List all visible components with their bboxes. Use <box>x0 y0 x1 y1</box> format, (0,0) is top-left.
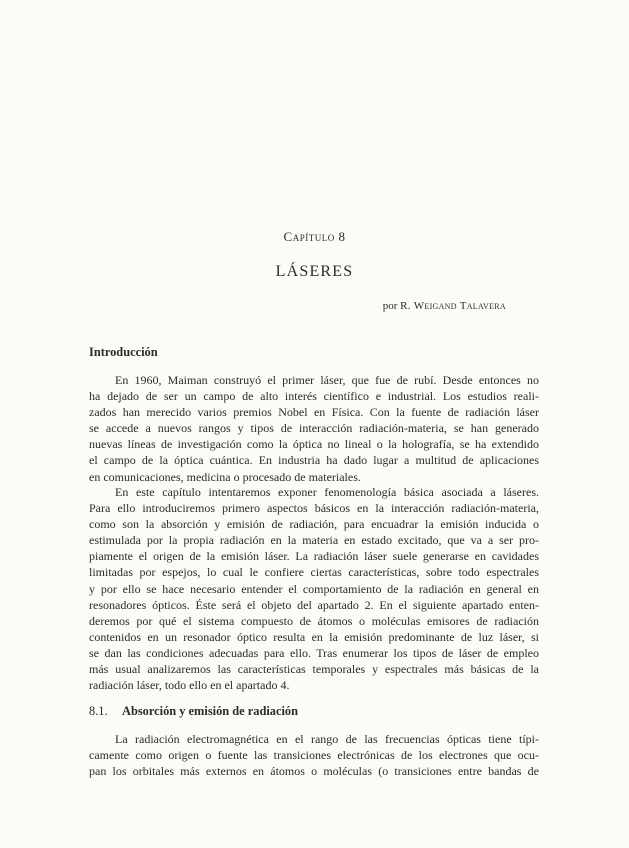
text-line: como son la absorción y emisión de radiación, para encuadrar la emisión inducida o <box>89 517 539 532</box>
section-title: Absorción y emisión de radiación <box>122 704 299 718</box>
section-paragraph-1 <box>89 731 539 779</box>
text-line: estimulada por la propia radiación en la materia en estado excitado, que va a ser pro- <box>89 533 539 548</box>
text-line: zados han merecido varios premios Nobel en Física. Con la fuente de radiación láser <box>89 405 539 420</box>
text-line: más usual analizaremos las características temporales y espectrales más básicas de la <box>89 662 539 677</box>
chapter-author <box>383 300 506 312</box>
text-line: pan los orbitales más externos en átomos o moléculas (o transiciones entre bandas de <box>89 764 539 779</box>
text-line: La radiación electromagnética en el rango de las frecuencias ópticas tiene típi- <box>115 732 539 746</box>
intro-paragraph-1 <box>89 372 539 485</box>
text-line: en comunicaciones, medicina o procesado de materiales. <box>89 469 361 484</box>
intro-paragraph-2 <box>89 484 539 693</box>
text-line: resonadores ópticos. Éste será el objeto del apartado 2. En el siguiente apartado enten- <box>89 597 539 612</box>
text-line: se accede a nuevos rangos y tipos de interacción radiación-materia, se han generado <box>89 421 539 436</box>
text-line: En este capítulo intentaremos exponer fenomenología básica asociada a láseres. <box>115 485 539 499</box>
text-line: deremos por qué el sistema compuesto de átomos o moléculas emisores de radiación <box>89 613 539 628</box>
text-line: Para ello introduciremos primero aspectos básicos en la interacción radiación-materia, <box>89 501 539 516</box>
intro-heading: Introducción <box>89 345 158 359</box>
text-line: se dan las condiciones adecuadas para ello. Tras enumerar los tipos de láser de empleo <box>89 645 539 660</box>
text-line: nuevas líneas de investigación como la óptica no lineal o la holografía, se ha extendido <box>89 437 539 452</box>
chapter-label: Capítulo 8 <box>283 229 346 244</box>
text-line: y por ello se hace necesario entender el comportamiento de la radiación en general en <box>89 581 539 596</box>
text-line: ha dejado de ser un campo de alto interés científico e industrial. Los estudios reali- <box>89 389 539 404</box>
text-line: piamente el origen de la emisión láser. La radiación láser suele generarse en cavidades <box>89 549 539 564</box>
text-line: el campo de la óptica cuántica. En industria ha dado lugar a multitud de aplicaciones <box>89 453 539 468</box>
author-name: R. Weigand Talavera <box>400 300 506 312</box>
text-line: En 1960, Maiman construyó el primer láser, que fue de rubí. Desde entonces no <box>115 373 539 387</box>
section-heading <box>89 704 298 719</box>
text-line: camente como origen o fuente las transiciones electrónicas de los electrones que ocu- <box>89 748 539 763</box>
chapter-title: LÁSERES <box>275 263 354 280</box>
text-line: radiación láser, todo ello en el apartado 4. <box>89 678 290 693</box>
section-number: 8.1. <box>89 704 108 718</box>
text-line: contenidos en un resonador óptico resulta en la emisión predominante de luz láser, si <box>89 629 539 644</box>
text-line: limitadas por espejos, lo cual le confiere ciertas características, sobre todo espectrales <box>89 565 539 580</box>
author-prefix: por <box>382 300 401 312</box>
